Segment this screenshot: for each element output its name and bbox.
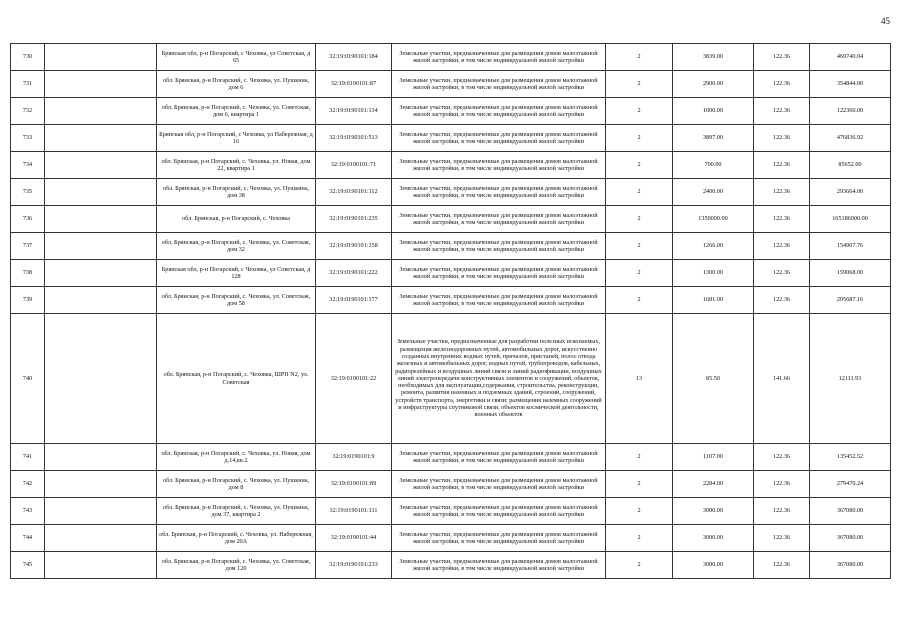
cadastral-number-cell: 32:19:0190101:134 xyxy=(316,98,392,125)
area-cell: 2284.00 xyxy=(673,471,754,498)
specific-value-cell: 141.66 xyxy=(754,314,810,444)
address-cell: обл. Брянская, р-н Погарский, с. Чеховка, ул. Пушкина, дом 6 xyxy=(157,71,316,98)
cadastral-value-cell: 135452.52 xyxy=(810,444,891,471)
address-cell: Брянская обл, р-н Погарский, с Чеховка, ул Набережная, д 16 xyxy=(157,125,316,152)
address-cell: обл. Брянская, р-н Погарский, с. Чеховка, ул. Пушкина, дом 38 xyxy=(157,179,316,206)
spacer-cell xyxy=(45,498,157,525)
use-group-cell: 2 xyxy=(606,233,673,260)
spacer-cell xyxy=(45,71,157,98)
specific-value-cell: 122.36 xyxy=(754,525,810,552)
spacer-cell xyxy=(45,125,157,152)
table-row xyxy=(11,444,891,471)
address-cell: обл. Брянская, р-н Погарский, с. Чеховка xyxy=(157,206,316,233)
address-cell: обл. Брянская, р-н Погарский, с. Чеховка, ул. Набережная, дом 20А xyxy=(157,525,316,552)
area-cell: 1681.00 xyxy=(673,287,754,314)
specific-value-cell: 122.36 xyxy=(754,125,810,152)
specific-value-cell: 122.36 xyxy=(754,444,810,471)
use-group-cell: 2 xyxy=(606,525,673,552)
table-row xyxy=(11,287,891,314)
area-cell: 2900.00 xyxy=(673,71,754,98)
area-cell: 3000.00 xyxy=(673,525,754,552)
area-cell: 1000.00 xyxy=(673,98,754,125)
address-cell: обл. Брянская, р-н Погарский, с. Чеховка, ул. Советская, дом 6, квартира 1 xyxy=(157,98,316,125)
specific-value-cell: 122.36 xyxy=(754,71,810,98)
area-cell: 1300.00 xyxy=(673,260,754,287)
use-group-cell: 2 xyxy=(606,44,673,71)
spacer-cell xyxy=(45,552,157,579)
address-cell: обл. Брянская, р-н Погарский, с. Чеховка, ул. Советская, дом 32 xyxy=(157,233,316,260)
row-number-cell: 742 xyxy=(11,471,45,498)
area-cell: 1107.00 xyxy=(673,444,754,471)
cadastral-number-cell: 32:19:0190101:184 xyxy=(316,44,392,71)
cadastral-value-cell: 159068.00 xyxy=(810,260,891,287)
table-row xyxy=(11,552,891,579)
permitted-use-cell: Земельные участки, предназначенные для размещения домов малоэтажной жилой застройки, в том числе индивидуальной жилой застройки xyxy=(392,444,606,471)
specific-value-cell: 122.36 xyxy=(754,152,810,179)
row-number-cell: 734 xyxy=(11,152,45,179)
address-cell: Брянская обл, р-н Погарский, с Чеховка, ул Советская, д 128 xyxy=(157,260,316,287)
row-number-cell: 739 xyxy=(11,287,45,314)
cadastral-number-cell: 32:19:0190101:513 xyxy=(316,125,392,152)
cadastral-number-cell: 32:19:0190101:71 xyxy=(316,152,392,179)
specific-value-cell: 122.36 xyxy=(754,233,810,260)
specific-value-cell: 122.36 xyxy=(754,179,810,206)
spacer-cell xyxy=(45,179,157,206)
specific-value-cell: 122.36 xyxy=(754,552,810,579)
spacer-cell xyxy=(45,44,157,71)
table-row xyxy=(11,206,891,233)
specific-value-cell: 122.36 xyxy=(754,287,810,314)
row-number-cell: 738 xyxy=(11,260,45,287)
cadastral-value-cell: 85652.00 xyxy=(810,152,891,179)
permitted-use-cell: Земельные участки, предназначенные для размещения домов малоэтажной жилой застройки, в том числе индивидуальной жилой застройки xyxy=(392,206,606,233)
spacer-cell xyxy=(45,525,157,552)
area-cell: 3839.00 xyxy=(673,44,754,71)
area-cell: 700.00 xyxy=(673,152,754,179)
table-row xyxy=(11,498,891,525)
cadastral-value-cell: 205687.16 xyxy=(810,287,891,314)
cadastral-number-cell: 32:19:0190101:44 xyxy=(316,525,392,552)
table-row xyxy=(11,525,891,552)
address-cell: обл. Брянская, р-н Погарский, с. Чеховка, ул. Советская, дом 120 xyxy=(157,552,316,579)
permitted-use-cell: Земельные участки, предназначенные для разработки полезных ископаемых, размещения железнодорожных путей, автомобильных дорог, искусственно созданных внутренних водных путей, причалов, пристаней, полос отвода железных и автомобильных дорог, водных путей, трубопроводов, кабельных, радиорелейных и воздушных линий связи и линий радиофикации, воздушных линий электропередачи конструктивных элементов и сооружений, объектов, необходимых для эксплуатации,содержания, строительства, реконструкции, ремонта, развития наземных и подземных зданий, строений, сооружений, устройств транспорта, энергетики и связи; размещения наземных сооружений и инфраструктуры спутниковой связи, объектов космической деятельности, военных объектов xyxy=(392,314,606,444)
cadastral-number-cell: 32:19:0190101:233 xyxy=(316,552,392,579)
table-row xyxy=(11,179,891,206)
row-number-cell: 741 xyxy=(11,444,45,471)
use-group-cell: 2 xyxy=(606,125,673,152)
use-group-cell: 2 xyxy=(606,179,673,206)
spacer-cell xyxy=(45,98,157,125)
use-group-cell: 2 xyxy=(606,71,673,98)
table-row xyxy=(11,98,891,125)
cadastral-number-cell: 32:19:0190101:177 xyxy=(316,287,392,314)
use-group-cell: 13 xyxy=(606,314,673,444)
address-cell: обл. Брянская, р-н Погарский, с. Чеховка, ул. Новая, дом 22, квартира 1 xyxy=(157,152,316,179)
cadastral-value-cell: 12111.93 xyxy=(810,314,891,444)
area-cell: 2400.00 xyxy=(673,179,754,206)
table-row xyxy=(11,233,891,260)
cadastral-number-cell: 32:19:0190101:112 xyxy=(316,179,392,206)
cadastral-value-cell: 122360.00 xyxy=(810,98,891,125)
cadastral-number-cell: 32:19:0190101:22 xyxy=(316,314,392,444)
row-number-cell: 737 xyxy=(11,233,45,260)
area-cell: 1266.00 xyxy=(673,233,754,260)
cadastral-value-cell: 293664.00 xyxy=(810,179,891,206)
specific-value-cell: 122.36 xyxy=(754,98,810,125)
address-cell: обл. Брянская, р-н Погарский, с. Чеховка, ШРП N2, ул. Советская xyxy=(157,314,316,444)
permitted-use-cell: Земельные участки, предназначенные для размещения домов малоэтажной жилой застройки, в том числе индивидуальной жилой застройки xyxy=(392,152,606,179)
permitted-use-cell: Земельные участки, предназначенные для размещения домов малоэтажной жилой застройки, в том числе индивидуальной жилой застройки xyxy=(392,287,606,314)
row-number-cell: 736 xyxy=(11,206,45,233)
use-group-cell: 2 xyxy=(606,471,673,498)
cadastral-value-cell: 165186000.00 xyxy=(810,206,891,233)
cadastral-value-cell: 367080.00 xyxy=(810,498,891,525)
specific-value-cell: 122.36 xyxy=(754,44,810,71)
cadastral-value-cell: 476836.92 xyxy=(810,125,891,152)
address-cell: обл. Брянская, р-н Погарский, с. Чеховка, ул. Новая, дом д.14,кв.2 xyxy=(157,444,316,471)
row-number-cell: 732 xyxy=(11,98,45,125)
permitted-use-cell: Земельные участки, предназначенные для размещения домов малоэтажной жилой застройки, в том числе индивидуальной жилой застройки xyxy=(392,44,606,71)
cadastral-number-cell: 32:19:0190101:87 xyxy=(316,71,392,98)
row-number-cell: 731 xyxy=(11,71,45,98)
use-group-cell: 2 xyxy=(606,260,673,287)
row-number-cell: 740 xyxy=(11,314,45,444)
specific-value-cell: 122.36 xyxy=(754,498,810,525)
cadastral-number-cell: 32:19:0190101:9 xyxy=(316,444,392,471)
table-row xyxy=(11,125,891,152)
spacer-cell xyxy=(45,152,157,179)
table-row xyxy=(11,260,891,287)
spacer-cell xyxy=(45,206,157,233)
permitted-use-cell: Земельные участки, предназначенные для размещения домов малоэтажной жилой застройки, в том числе индивидуальной жилой застройки xyxy=(392,471,606,498)
cadastral-number-cell: 32:19:0190101:235 xyxy=(316,206,392,233)
permitted-use-cell: Земельные участки, предназначенные для размещения домов малоэтажной жилой застройки, в том числе индивидуальной жилой застройки xyxy=(392,260,606,287)
cadastral-value-cell: 367080.00 xyxy=(810,525,891,552)
table-row xyxy=(11,314,891,444)
spacer-cell xyxy=(45,287,157,314)
address-cell: обл. Брянская, р-н Погарский, с. Чеховка, ул. Пушкина, дом 37, квартира 2 xyxy=(157,498,316,525)
table-row xyxy=(11,471,891,498)
permitted-use-cell: Земельные участки, предназначенные для размещения домов малоэтажной жилой застройки, в том числе индивидуальной жилой застройки xyxy=(392,125,606,152)
area-cell: 3000.00 xyxy=(673,552,754,579)
cadastral-value-table xyxy=(10,43,891,579)
permitted-use-cell: Земельные участки, предназначенные для размещения домов малоэтажной жилой застройки, в том числе индивидуальной жилой застройки xyxy=(392,498,606,525)
area-cell: 3897.00 xyxy=(673,125,754,152)
page-number: 45 xyxy=(881,16,890,26)
spacer-cell xyxy=(45,471,157,498)
permitted-use-cell: Земельные участки, предназначенные для размещения домов малоэтажной жилой застройки, в том числе индивидуальной жилой застройки xyxy=(392,552,606,579)
cadastral-value-cell: 354844.00 xyxy=(810,71,891,98)
row-number-cell: 735 xyxy=(11,179,45,206)
row-number-cell: 730 xyxy=(11,44,45,71)
spacer-cell xyxy=(45,314,157,444)
cadastral-number-cell: 32:19:0190101:89 xyxy=(316,471,392,498)
address-cell: Брянская обл, р-н Погарский, с Чеховка, ул Советская, д 65 xyxy=(157,44,316,71)
use-group-cell: 2 xyxy=(606,444,673,471)
cadastral-number-cell: 32:19:0190101:158 xyxy=(316,233,392,260)
cadastral-value-cell: 279470.24 xyxy=(810,471,891,498)
permitted-use-cell: Земельные участки, предназначенные для размещения домов малоэтажной жилой застройки, в том числе индивидуальной жилой застройки xyxy=(392,233,606,260)
use-group-cell: 2 xyxy=(606,498,673,525)
cadastral-number-cell: 32:19:0190101:222 xyxy=(316,260,392,287)
use-group-cell: 2 xyxy=(606,287,673,314)
spacer-cell xyxy=(45,444,157,471)
spacer-cell xyxy=(45,233,157,260)
cadastral-value-cell: 154907.76 xyxy=(810,233,891,260)
area-cell: 85.50 xyxy=(673,314,754,444)
specific-value-cell: 122.36 xyxy=(754,471,810,498)
use-group-cell: 2 xyxy=(606,206,673,233)
spacer-cell xyxy=(45,260,157,287)
table-row xyxy=(11,44,891,71)
use-group-cell: 2 xyxy=(606,552,673,579)
address-cell: обл. Брянская, р-н Погарский, с. Чеховка, ул. Советская, дом 58 xyxy=(157,287,316,314)
specific-value-cell: 122.36 xyxy=(754,260,810,287)
use-group-cell: 2 xyxy=(606,152,673,179)
permitted-use-cell: Земельные участки, предназначенные для размещения домов малоэтажной жилой застройки, в том числе индивидуальной жилой застройки xyxy=(392,525,606,552)
table-row xyxy=(11,152,891,179)
specific-value-cell: 122.36 xyxy=(754,206,810,233)
row-number-cell: 743 xyxy=(11,498,45,525)
row-number-cell: 745 xyxy=(11,552,45,579)
permitted-use-cell: Земельные участки, предназначенные для размещения домов малоэтажной жилой застройки, в том числе индивидуальной жилой застройки xyxy=(392,98,606,125)
table-row xyxy=(11,71,891,98)
use-group-cell: 2 xyxy=(606,98,673,125)
permitted-use-cell: Земельные участки, предназначенные для размещения домов малоэтажной жилой застройки, в том числе индивидуальной жилой застройки xyxy=(392,71,606,98)
row-number-cell: 733 xyxy=(11,125,45,152)
permitted-use-cell: Земельные участки, предназначенные для размещения домов малоэтажной жилой застройки, в том числе индивидуальной жилой застройки xyxy=(392,179,606,206)
area-cell: 1350000.00 xyxy=(673,206,754,233)
cadastral-value-cell: 469740.04 xyxy=(810,44,891,71)
cadastral-number-cell: 32:19:0190101:111 xyxy=(316,498,392,525)
area-cell: 3000.00 xyxy=(673,498,754,525)
address-cell: обл. Брянская, р-н Погарский, с. Чеховка, ул. Пушкина, дом 8 xyxy=(157,471,316,498)
row-number-cell: 744 xyxy=(11,525,45,552)
cadastral-value-cell: 367080.00 xyxy=(810,552,891,579)
